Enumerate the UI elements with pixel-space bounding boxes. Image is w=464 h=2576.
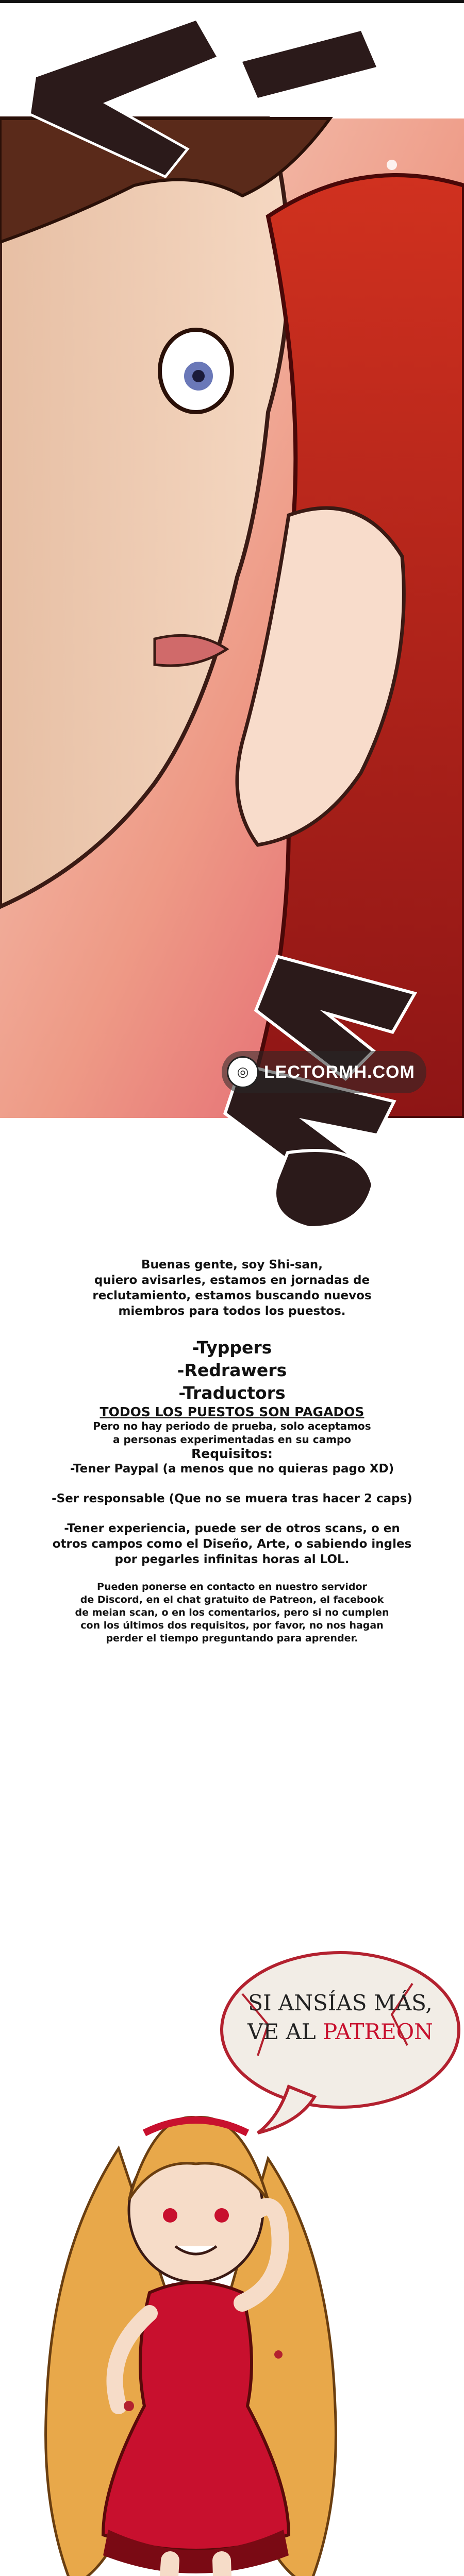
requirement-experience (46, 1521, 418, 1567)
role-item: -Typpers (192, 1337, 272, 1358)
requirement-line: otros campos como el Diseño, Arte, o sabiendo ingles (52, 1537, 412, 1551)
recruitment-notice (46, 1257, 418, 1645)
recruit-intro-line: Buenas gente, soy Shi-san, (141, 1258, 323, 1272)
role-item: -Redrawers (177, 1360, 287, 1380)
recruit-intro (46, 1257, 418, 1319)
role-item: -Traductors (178, 1383, 286, 1403)
contact-line: Pueden ponerse en contacto en nuestro servidor (97, 1581, 367, 1592)
contact-info (46, 1581, 418, 1645)
contact-line: de Discord, en el chat gratuito de Patreon, el facebook (80, 1594, 384, 1605)
lectormh-logo-icon: ◎ (227, 1056, 259, 1088)
requirement-line: por pegarles infinitas horas al LOL. (114, 1553, 350, 1566)
contact-line: perder el tiempo preguntando para aprender. (106, 1633, 358, 1644)
paid-positions-note (46, 1419, 418, 1446)
paid-positions-title: TODOS LOS PUESTOS SON PAGADOS (100, 1404, 364, 1419)
bubble-line-1: SI ANSÍAS MÁS, (248, 1990, 433, 2015)
recruit-roles (46, 1336, 418, 1404)
requirement-responsible: -Ser responsable (Que no se muera tras hacer 2 caps) (52, 1492, 412, 1505)
bubble-line-2 (247, 2018, 433, 2046)
recruit-intro-line: quiero avisarles, estamos en jornadas de (94, 1274, 370, 1287)
requirement-line: -Tener experiencia, puede ser de otros scans, o en (64, 1522, 400, 1535)
speech-bubble-text (247, 1989, 433, 2046)
requirement-paypal: -Tener Paypal (a menos que no quieras pago XD) (70, 1462, 394, 1476)
recruit-intro-line: reclutamiento, estamos buscando nuevos (92, 1289, 372, 1302)
contact-line: de meian scan, o en los comentarios, pero si no cumplen (75, 1607, 389, 1618)
bubble-patreon-word: PATREON (323, 2019, 433, 2044)
bubble-line-2-prefix: VE AL (247, 2019, 323, 2044)
requirements-title: Requisitos: (191, 1446, 273, 1461)
contact-line: con los últimos dos requisitos, por favor, no nos hagan (80, 1620, 384, 1631)
recruit-intro-line: miembros para todos los puestos. (118, 1304, 346, 1318)
lectormh-watermark (222, 1051, 426, 1093)
paid-note-line: Pero no hay periodo de prueba, solo aceptamos (93, 1420, 371, 1432)
paid-note-line: a personas experimentadas en su campo (112, 1433, 351, 1446)
watermark-text: LECTORMH.COM (264, 1062, 415, 1082)
